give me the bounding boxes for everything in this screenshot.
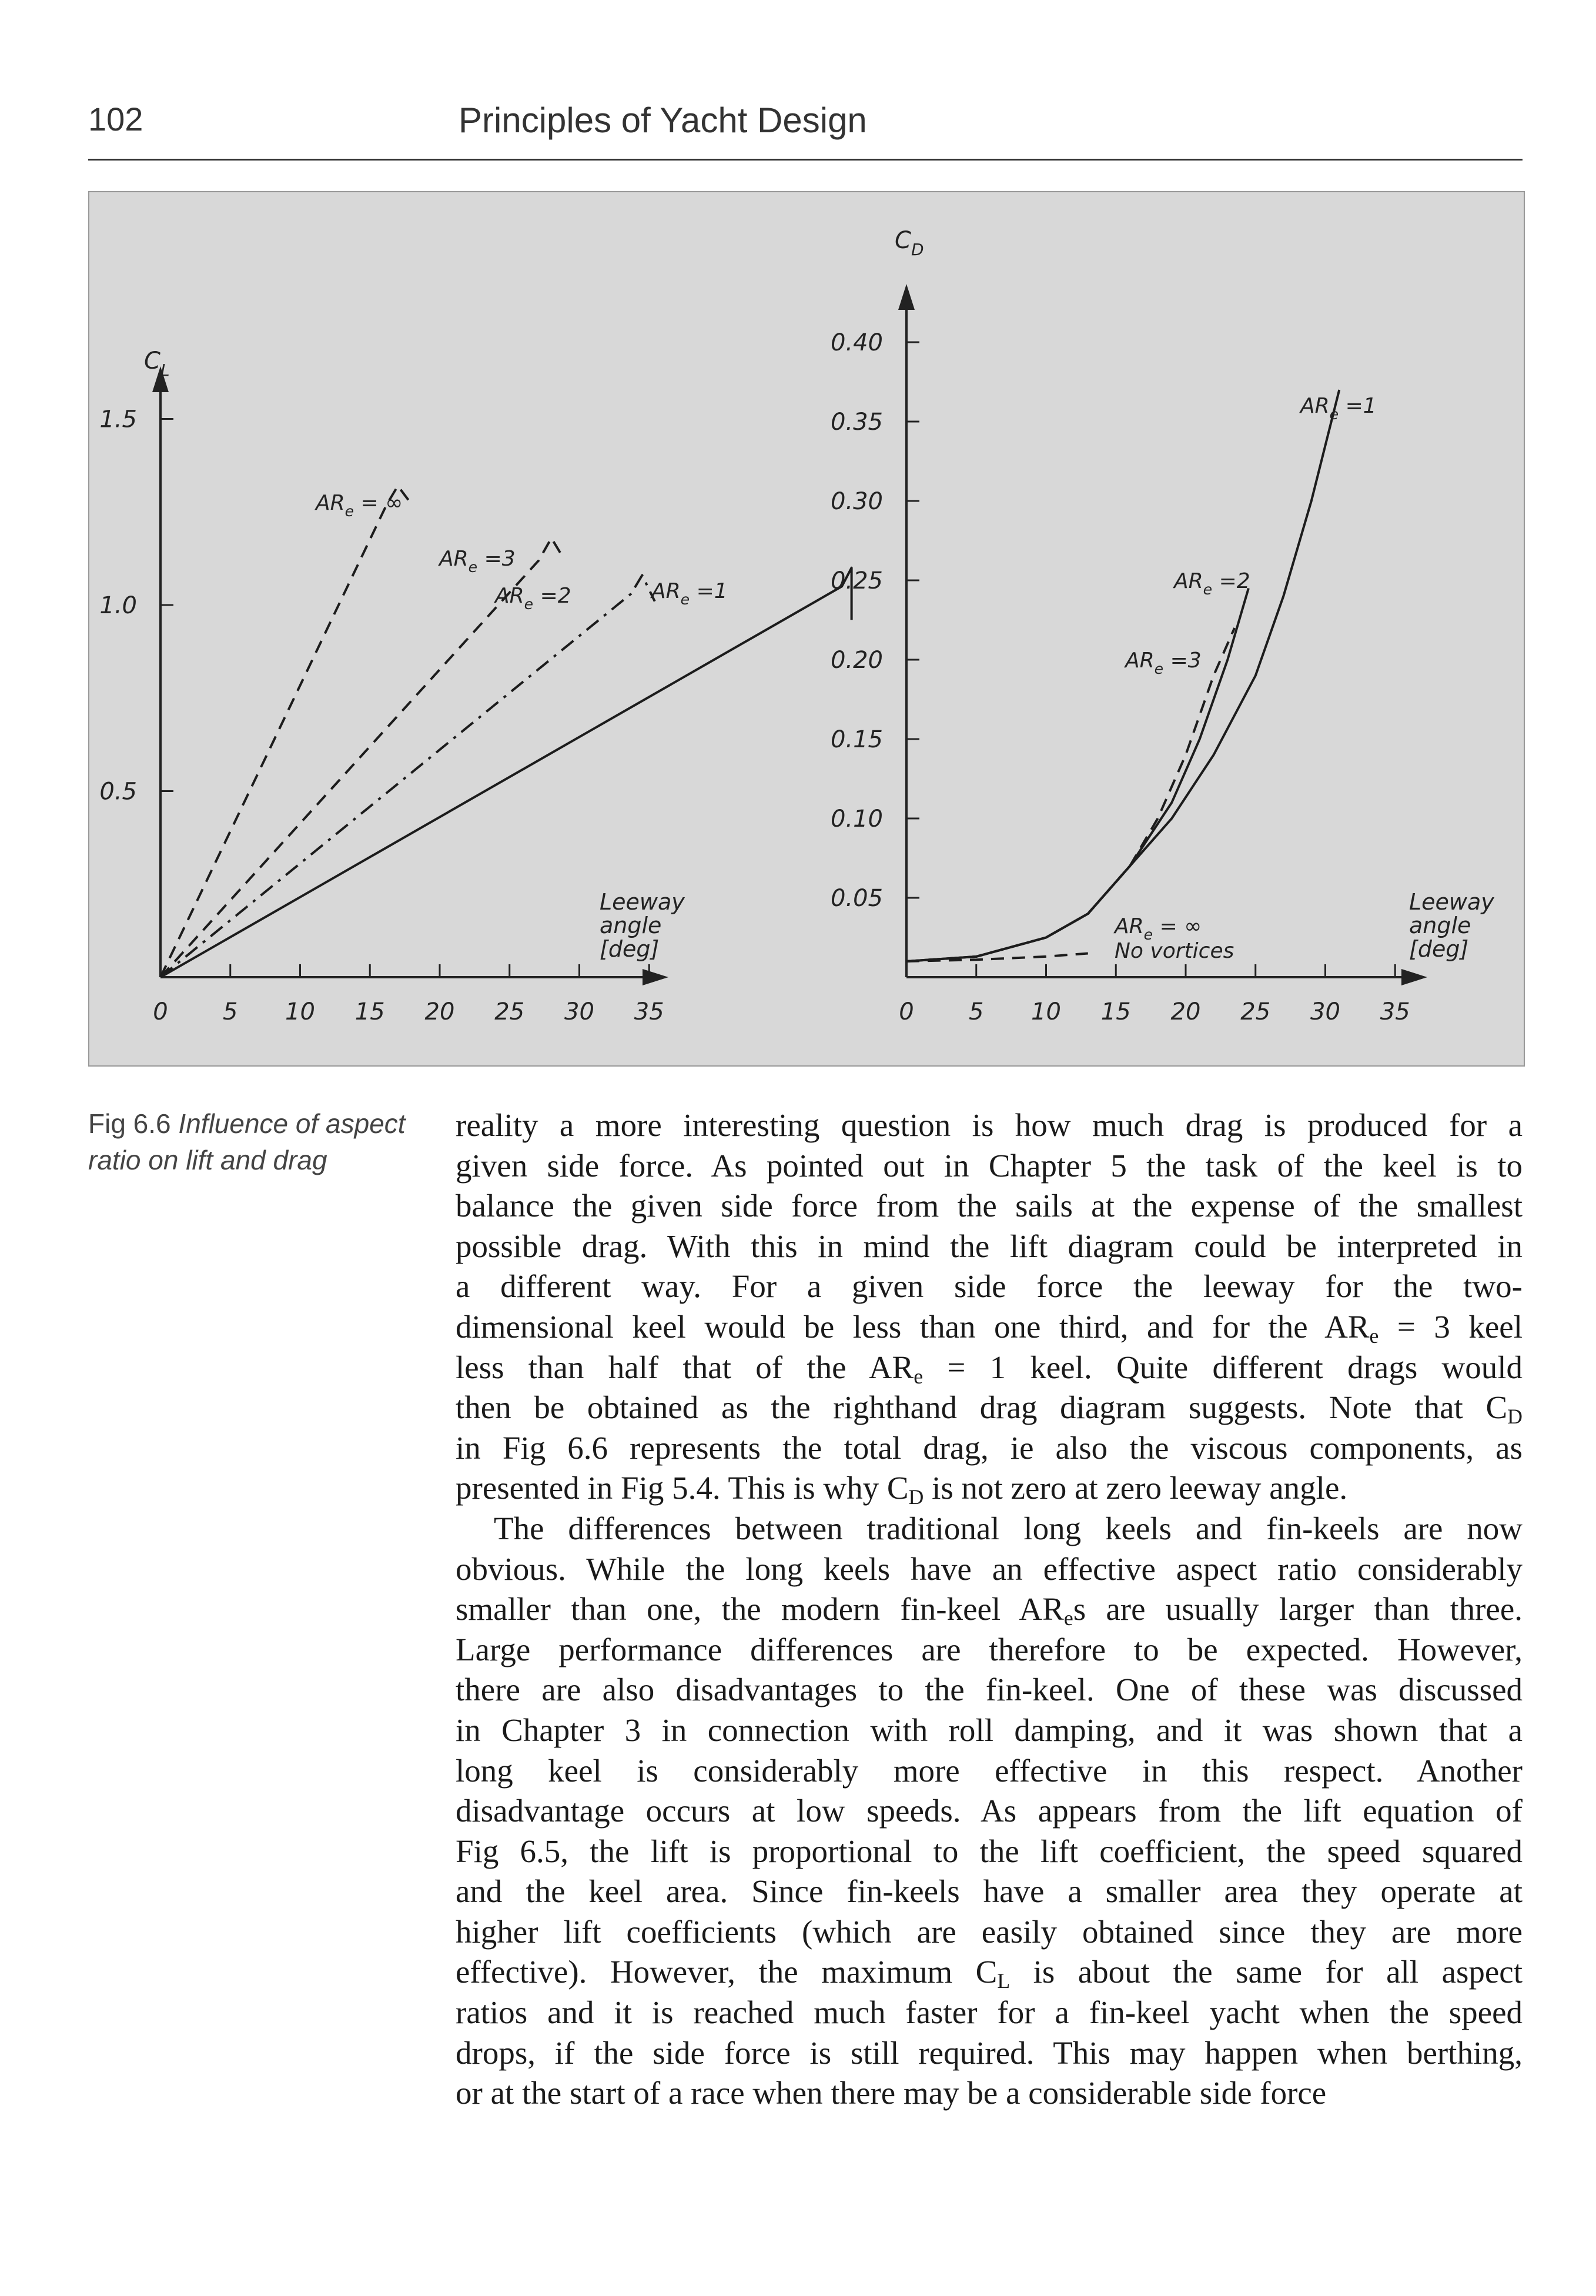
x-tick-label: 5	[969, 998, 984, 1025]
text-line: reality a more interesting question is how much drag is produced for a	[456, 1107, 1523, 1143]
text-segment: dimensional keel would be less than one third, and for the AR	[456, 1308, 1370, 1345]
x-axis-title-line: angle	[1409, 913, 1471, 938]
text-line: in Chapter 3 in connection with roll damping, and it was shown that a	[456, 1712, 1523, 1748]
y-tick-label: 0.10	[830, 806, 883, 833]
y-tick-label: 0.25	[830, 567, 883, 594]
series-line	[160, 486, 409, 977]
text-segment: then be obtained as the righthand drag diagram suggests. Note that C	[456, 1389, 1508, 1426]
x-tick-label: 35	[1380, 998, 1410, 1025]
subscript: e	[1369, 1324, 1379, 1348]
x-tick-label: 10	[285, 998, 315, 1025]
text-line: obvious. While the long keels have an effective aspect ratio considerably	[456, 1550, 1523, 1587]
x-tick-label: 20	[424, 998, 455, 1025]
series-label: $AR_e$ = ∞	[316, 491, 403, 520]
x-axis-title-line: angle	[600, 913, 662, 938]
series-line	[906, 589, 1249, 962]
text-line	[456, 1348, 1523, 1388]
text-line: Fig 6.5, the lift is proportional to the lift coefficient, the speed squared	[456, 1833, 1523, 1869]
text-line	[456, 1952, 1523, 1993]
text-segment: smaller than one, the modern fin-keel AR	[456, 1591, 1064, 1627]
series-label: $AR_e =3$	[1125, 649, 1202, 677]
figure-caption	[88, 1105, 417, 1178]
text-segment: is not zero at zero leeway angle.	[924, 1470, 1348, 1506]
x-tick-label: 5	[223, 998, 238, 1025]
text-segment: s are usually larger than three.	[1073, 1591, 1523, 1627]
text-line: and the keel area. Since fin-keels have a smaller area they operate at	[456, 1873, 1523, 1910]
y-tick-label: 0.30	[830, 488, 883, 515]
text-segment: effective). However, the maximum C	[456, 1954, 998, 1990]
x-tick-label: 30	[564, 998, 594, 1025]
subscript: L	[997, 1969, 1011, 1993]
series-label: $AR_e =2$	[1174, 569, 1250, 598]
series-line	[906, 628, 1234, 961]
text-line: given side force. As pointed out in Chapter 5 the task of the keel is to	[456, 1147, 1523, 1184]
y-axis-title: $C_D$	[895, 227, 924, 259]
subscript: D	[908, 1485, 924, 1509]
text-segment: less than half that of the AR	[456, 1349, 914, 1385]
y-tick-label: 0.40	[830, 329, 883, 356]
y-tick-label: 0.05	[830, 885, 883, 912]
text-line: there are also disadvantages to the fin-keel. One of these was discussed	[456, 1672, 1523, 1708]
x-axis-title-line: [deg]	[600, 936, 660, 962]
x-tick-label: 15	[354, 998, 385, 1025]
series-label: $AR_e =2$	[495, 584, 571, 613]
page-number: 102	[88, 101, 143, 138]
x-tick-label: 10	[1031, 998, 1061, 1025]
caption-label: Fig 6.6	[88, 1108, 171, 1139]
x-axis-arrow	[1401, 969, 1427, 985]
x-tick-label: 0	[153, 998, 168, 1025]
x-tick-label: 15	[1100, 998, 1131, 1025]
series-label: $AR_e =1$	[651, 579, 728, 608]
x-tick-label: 25	[1240, 998, 1271, 1025]
text-line: Large performance differences are therefore to be expected. However,	[456, 1631, 1523, 1667]
body-text	[456, 1105, 1523, 2114]
y-tick-label: 0.35	[830, 409, 883, 436]
text-line	[456, 1307, 1523, 1348]
x-tick-label: 30	[1310, 998, 1340, 1025]
text-line: ratios and it is reached much faster for a fin-keel yacht when the speed	[456, 1994, 1523, 2031]
y-axis-title: $C_L$	[144, 347, 170, 380]
subscript: e	[914, 1364, 924, 1388]
text-line: balance the given side force from the sails at the expense of the smallest	[456, 1188, 1523, 1224]
x-tick-label: 20	[1170, 998, 1201, 1025]
text-line	[456, 1388, 1523, 1428]
subscript: D	[1507, 1405, 1523, 1428]
text-line: or at the start of a race when there may be a considerable side force	[456, 2075, 1327, 2111]
text-line: a different way. For a given side force the leeway for the two-	[456, 1268, 1523, 1305]
running-title: Principles of Yacht Design	[459, 101, 867, 140]
text-line	[456, 1589, 1523, 1630]
text-line: long keel is considerably more effective in this respect. Another	[456, 1752, 1523, 1789]
text-line: possible drag. With this in mind the lift diagram could be interpreted in	[456, 1228, 1523, 1264]
page-header	[88, 94, 1523, 161]
y-tick-label: 1.0	[99, 592, 137, 619]
x-tick-label: 35	[634, 998, 664, 1025]
series-line	[906, 954, 1088, 962]
y-tick-label: 0.15	[830, 726, 883, 753]
x-axis-arrow	[643, 969, 668, 985]
text-line: higher lift coefficients (which are easily obtained since they are more	[456, 1913, 1523, 1950]
text-line: drops, if the side force is still required. This may happen when berthing,	[456, 2034, 1523, 2071]
series-line	[160, 575, 655, 977]
series-label: $AR_e =1$	[1300, 394, 1377, 423]
caption-title-line1: Influence of aspect	[178, 1108, 406, 1139]
text-segment: = 1 keel. Quite different drags would	[923, 1349, 1523, 1385]
y-axis-arrow	[898, 284, 915, 310]
text-line: disadvantage occurs at low speeds. As appears from the lift equation of	[456, 1793, 1523, 1829]
figure-svg	[89, 192, 1524, 1065]
text-line: The differences between traditional long keels and fin-keels are now	[494, 1510, 1523, 1546]
text-segment: = 3 keel	[1378, 1308, 1523, 1345]
drag-chart	[831, 227, 1494, 1025]
text-segment: is about the same for all aspect	[1010, 1954, 1523, 1990]
subscript: e	[1063, 1606, 1073, 1630]
figure-panel	[88, 191, 1525, 1067]
lift-chart	[99, 347, 851, 1025]
x-tick-label: 25	[494, 998, 525, 1025]
text-line	[456, 1468, 1523, 1509]
series-label-line2: No vortices	[1115, 939, 1234, 963]
text-line: in Fig 6.6 represents the total drag, ie also the viscous components, as	[456, 1429, 1523, 1466]
y-tick-label: 0.20	[830, 647, 883, 674]
x-axis-title-line: Leeway	[600, 889, 685, 915]
y-tick-label: 1.5	[99, 406, 137, 433]
y-tick-label: 0.5	[99, 778, 137, 806]
text-segment: presented in Fig 5.4. This is why C	[456, 1470, 909, 1506]
series-line	[160, 568, 852, 977]
series-label: $AR_e$ = ∞	[1115, 914, 1202, 943]
series-label: $AR_e =3$	[439, 547, 516, 576]
caption-title-line2: ratio on lift and drag	[88, 1145, 327, 1175]
x-tick-label: 0	[899, 998, 914, 1025]
x-axis-title-line: Leeway	[1409, 889, 1494, 915]
x-axis-title-line: [deg]	[1409, 936, 1469, 962]
